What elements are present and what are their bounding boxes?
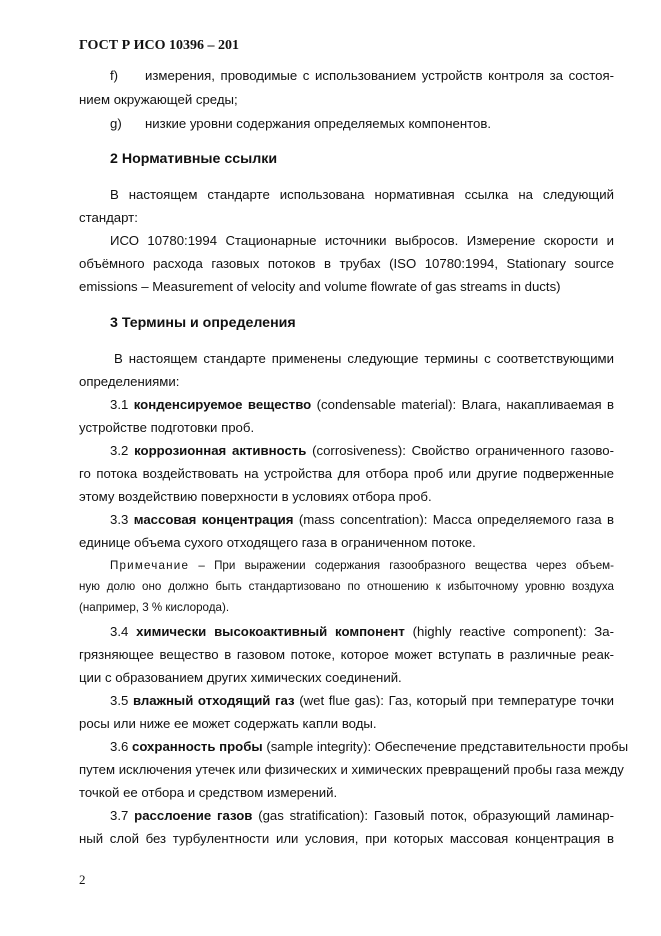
section-2-para2-line1: ИСО 10780:1994 Стационарные источники выбросов. Измерение скорости и <box>110 233 614 248</box>
section-3-intro-line1: В настоящем стандарте применены следующие термины с соответствующими <box>114 351 614 366</box>
term-name: конденсируемое вещество <box>133 397 312 412</box>
term-3-2-line1 <box>110 443 614 458</box>
list-item-f-line1: измерения, проводимые с использованием устройств контроля за состоя- <box>145 68 614 83</box>
note-line3: (например, 3 % кислорода). <box>79 601 230 614</box>
term-name: коррозионная активность <box>134 443 307 458</box>
section-2-para2-line2: объёмного расхода газовых потоков в трубах (ISO 10780:1994, Stationary source <box>79 256 614 271</box>
note-line1 <box>110 559 614 572</box>
term-3-7-line2: ный слой без турбулентности или условия, при которых массовая концентрация в <box>79 831 614 846</box>
term-3-6-line2: путем исключения утечек или физических и химических превращений пробы газа между <box>79 762 624 777</box>
note-text: – При выражении содержания газообразного вещества через объем- <box>189 559 614 572</box>
term-definition: (gas stratification): Газовый поток, образующий ламинар- <box>252 808 614 823</box>
term-definition: (sample integrity): Обеспечение представительности пробы <box>262 739 629 754</box>
page-number: 2 <box>79 872 86 887</box>
term-3-7-line1 <box>110 808 614 823</box>
document-header: ГОСТ Р ИСО 10396 – 201 <box>79 38 240 53</box>
note-label: Примечание <box>110 559 190 572</box>
list-item-g: низкие уровни содержания определяемых компонентов. <box>145 116 492 131</box>
term-3-1-line2: устройстве подготовки проб. <box>79 420 255 435</box>
term-definition: (highly reactive component): За- <box>404 624 614 639</box>
term-definition: (mass concentration): Масса определяемого газа в <box>293 512 614 527</box>
term-3-5-line1 <box>110 693 614 708</box>
section-3-intro-line2: определениями: <box>79 374 180 389</box>
term-name: массовая концентрация <box>133 512 294 527</box>
term-3-5-line2: росы или ниже ее может содержать капли воды. <box>79 716 377 731</box>
section-2-para1-line1: В настоящем стандарте использована нормативная ссылка на следующий <box>110 187 614 202</box>
term-number: 3.1 <box>110 397 134 412</box>
term-3-4-line1 <box>110 624 614 639</box>
term-number: 3.5 <box>110 693 133 708</box>
term-name: сохранность пробы <box>132 739 263 754</box>
term-3-6-line1 <box>110 739 629 754</box>
term-3-2-line2: го потока воздействовать на устройства для отбора проб или другие подверженные <box>79 466 614 481</box>
section-2-para1-line2: стандарт: <box>79 210 138 225</box>
section-2-heading: 2 Нормативные ссылки <box>110 151 278 167</box>
term-number: 3.7 <box>110 808 135 823</box>
term-definition: (wet flue gas): Газ, который при температуре точки <box>294 693 614 708</box>
term-3-2-line3: этому воздействию поверхности в условиях отбора проб. <box>79 489 432 504</box>
term-definition: (corrosiveness): Свойство ограниченного газово- <box>306 443 615 458</box>
list-marker-g: g) <box>110 116 122 131</box>
term-number: 3.6 <box>110 739 132 754</box>
term-3-3-line2: единице объема сухого отходящего газа в ограниченном потоке. <box>79 535 476 550</box>
term-name: влажный отходящий газ <box>132 693 295 708</box>
note-line2: ную долю оно должно быть стандартизовано по отношению к избыточному уровню воздуха <box>79 580 614 593</box>
term-3-4-line3: ции с образованием других химических соединений. <box>79 670 402 685</box>
term-number: 3.3 <box>110 512 134 527</box>
term-number: 3.4 <box>110 624 137 639</box>
term-number: 3.2 <box>110 443 135 458</box>
list-marker-f: f) <box>110 68 119 83</box>
term-3-6-line3: точкой ее отбора и средством измерений. <box>79 785 338 800</box>
term-3-1-line1 <box>110 397 614 412</box>
term-name: химически высокоактивный компонент <box>136 624 405 639</box>
list-item-f-line2: нием окружающей среды; <box>79 92 238 107</box>
term-3-3-line1 <box>110 512 614 527</box>
term-definition: (condensable material): Влага, накапливаемая в <box>311 397 615 412</box>
section-2-para2-line3: emissions – Measurement of velocity and volume flowrate of gas streams in ducts) <box>79 279 561 294</box>
term-3-4-line2: грязняющее вещество в газовом потоке, которое может вступать в различные реак- <box>79 647 614 662</box>
term-name: расслоение газов <box>134 808 253 823</box>
section-3-heading: 3 Термины и определения <box>110 315 296 331</box>
